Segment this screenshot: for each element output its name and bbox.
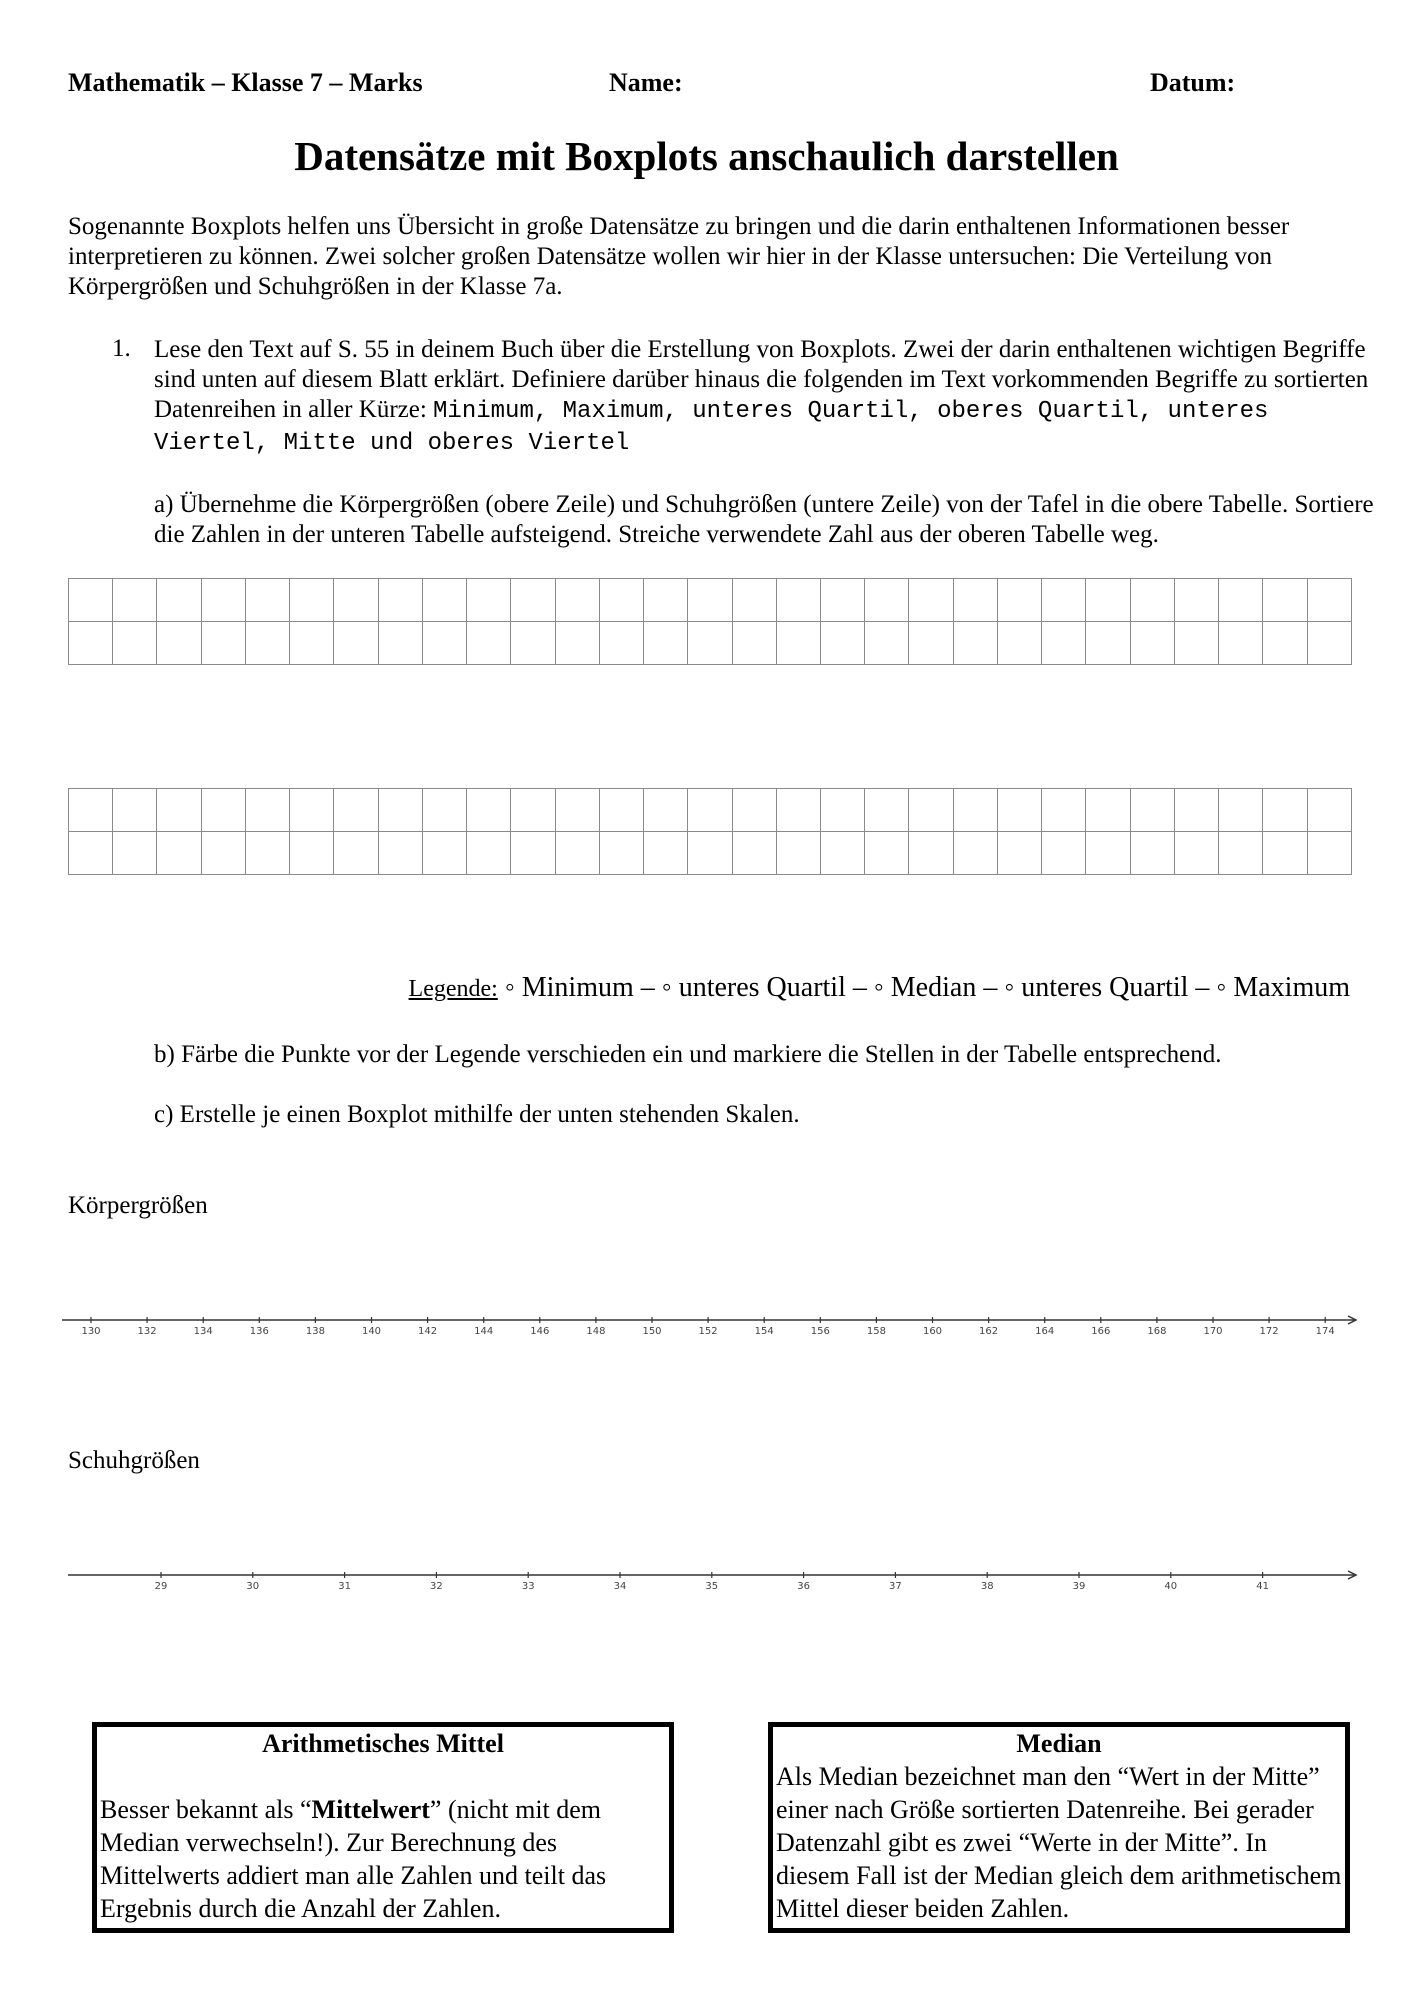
height-axis-tick-label: 138	[305, 1326, 325, 1337]
height-axis-tick-label: 142	[418, 1326, 438, 1337]
height-axis-tick-label: 130	[81, 1326, 101, 1337]
table-row	[69, 832, 1352, 875]
table-cell[interactable]	[378, 789, 422, 832]
table-cell[interactable]	[953, 622, 997, 665]
task-1-terms: Minimum, Maximum, unteres Quartil, oberes Quartil, unteres Viertel, Mitte und oberes Viertel	[154, 398, 1269, 457]
table-cell[interactable]	[644, 622, 688, 665]
table-cell[interactable]	[201, 789, 245, 832]
table-cell[interactable]	[688, 789, 732, 832]
shoe-axis-tick-label: 33	[521, 1581, 535, 1592]
height-axis-tick-label: 160	[922, 1326, 943, 1337]
median-text: Als Median bezeichnet man den “Wert in der Mitte” einer nach Größe sortierten Datenreihe. Bei gerader Datenzahl gibt es zwei “Werte in der Mitte”. In diesem Fall ist der Median gleich dem arithmetischem Mittel dieser beiden Zahlen.	[776, 1762, 1342, 1923]
intro-paragraph: Sogenannte Boxplots helfen uns Übersicht in große Datensätze zu bringen und die darin enthaltenen Informationen besser interpretieren zu können. Zwei solcher großen Datensätze wollen wir hier in der Klasse untersuchen: Die Verteilung von Körpergrößen und Schuhgrößen in der Klasse 7a.	[68, 213, 1290, 300]
shoe-axis-tick-label: 34	[613, 1581, 627, 1592]
table-cell[interactable]	[422, 789, 466, 832]
table-cell[interactable]	[1263, 789, 1307, 832]
height-axis-tick-label: 166	[1091, 1326, 1111, 1337]
task-1b-text: b) Färbe die Punkte vor der Legende verschieden ein und markiere die Stellen in der Tabelle entsprechend.	[154, 1041, 1222, 1068]
table-cell[interactable]	[688, 579, 732, 622]
table-cell[interactable]	[1307, 832, 1351, 875]
legend-items: ◦ Minimum – ◦ unteres Quartil – ◦ Median – ◦ unteres Quartil – ◦ Maximum	[504, 972, 1350, 1003]
table-cell[interactable]	[820, 579, 864, 622]
height-axis-tick-label: 150	[642, 1326, 662, 1337]
table-cell[interactable]	[245, 622, 289, 665]
table-cell[interactable]	[820, 789, 864, 832]
table-cell[interactable]	[1174, 579, 1218, 622]
table-cell[interactable]	[334, 579, 378, 622]
table-cell[interactable]	[953, 789, 997, 832]
table-cell[interactable]	[290, 832, 334, 875]
shoe-axis	[0, 1555, 1413, 1605]
table-cell[interactable]	[776, 789, 820, 832]
height-axis-tick-label: 134	[193, 1326, 213, 1337]
table-cell[interactable]	[732, 579, 776, 622]
shoe-axis-tick-label: 29	[154, 1581, 168, 1592]
table-cell[interactable]	[1086, 789, 1130, 832]
table-cell[interactable]	[732, 622, 776, 665]
table-cell[interactable]	[467, 622, 511, 665]
table-cell[interactable]	[909, 622, 953, 665]
table-cell[interactable]	[467, 579, 511, 622]
table-cell[interactable]	[1130, 789, 1174, 832]
height-axis-tick-label: 168	[1147, 1326, 1167, 1337]
table-cell[interactable]	[1174, 832, 1218, 875]
table-cell[interactable]	[201, 622, 245, 665]
table-cell[interactable]	[1174, 622, 1218, 665]
height-axis-tick-label: 162	[979, 1326, 999, 1337]
table-cell[interactable]	[688, 832, 732, 875]
task-1-text	[154, 335, 1384, 459]
height-axis-tick-label: 140	[361, 1326, 382, 1337]
table-cell[interactable]	[997, 789, 1041, 832]
table-cell[interactable]	[245, 579, 289, 622]
table-cell[interactable]	[511, 832, 555, 875]
name-label: Name:	[609, 68, 683, 97]
table-cell[interactable]	[953, 832, 997, 875]
table-cell[interactable]	[599, 622, 643, 665]
table-cell[interactable]	[290, 622, 334, 665]
table-cell[interactable]	[1130, 622, 1174, 665]
table-cell[interactable]	[776, 579, 820, 622]
table-cell[interactable]	[157, 832, 201, 875]
subject-header: Mathematik – Klasse 7 – Marks	[68, 68, 423, 97]
shoe-axis-tick-label: 39	[1072, 1581, 1086, 1592]
date-label: Datum:	[1150, 68, 1236, 97]
table-row	[69, 622, 1352, 665]
table-cell[interactable]	[953, 579, 997, 622]
shoe-axis-tick-label: 30	[246, 1581, 260, 1592]
table-cell[interactable]	[997, 832, 1041, 875]
table-cell[interactable]	[1307, 622, 1351, 665]
table-cell[interactable]	[422, 622, 466, 665]
shoe-axis-tick-label: 36	[797, 1581, 810, 1592]
table-cell[interactable]	[909, 789, 953, 832]
table-cell[interactable]	[113, 622, 157, 665]
median-definition-box	[768, 1722, 1350, 1933]
table-cell[interactable]	[555, 579, 599, 622]
table-cell[interactable]	[865, 579, 909, 622]
sorted-table	[68, 788, 1352, 875]
table-cell[interactable]	[865, 622, 909, 665]
height-axis-tick-label: 170	[1203, 1326, 1223, 1337]
table-cell[interactable]	[644, 832, 688, 875]
table-cell[interactable]	[599, 832, 643, 875]
table-cell[interactable]	[1130, 832, 1174, 875]
table-cell[interactable]	[511, 789, 555, 832]
table-cell[interactable]	[69, 832, 113, 875]
height-axis	[0, 1300, 1413, 1350]
table-cell[interactable]	[997, 622, 1041, 665]
table-cell[interactable]	[732, 789, 776, 832]
table-cell[interactable]	[909, 832, 953, 875]
height-axis-tick-label: 132	[137, 1326, 157, 1337]
input-table	[68, 578, 1352, 665]
task-1c-text: c) Erstelle je einen Boxplot mithilfe der unten stehenden Skalen.	[154, 1101, 800, 1128]
table-cell[interactable]	[113, 832, 157, 875]
table-cell[interactable]	[1263, 622, 1307, 665]
table-cell[interactable]	[113, 789, 157, 832]
table-cell[interactable]	[820, 622, 864, 665]
task-1-instruction: Lese den Text auf S. 55 in deinem Buch über die Erstellung von Boxplots. Zwei der darin enthaltenen wichtigen Begriffe sind unten auf diesem Blatt erklärt. Definiere darüber hinaus die folgenden im Text vorkommenden Begriffe zu sortierten Datenreihen in aller Kürze:	[154, 336, 1369, 423]
shoe-axis-label: Schuhgrößen	[68, 1447, 200, 1474]
table-cell[interactable]	[644, 579, 688, 622]
table-cell[interactable]	[69, 622, 113, 665]
shoe-axis-tick-label: 32	[430, 1581, 443, 1592]
legend-label: Legende:	[408, 976, 498, 1002]
height-axis-tick-label: 174	[1315, 1326, 1335, 1337]
table-row	[69, 579, 1352, 622]
table-cell[interactable]	[1219, 832, 1263, 875]
table-cell[interactable]	[157, 789, 201, 832]
table-cell[interactable]	[157, 622, 201, 665]
shoe-axis-tick-label: 40	[1164, 1581, 1178, 1592]
height-axis-label: Körpergrößen	[68, 1192, 208, 1219]
table-cell[interactable]	[997, 579, 1041, 622]
height-axis-tick-label: 156	[810, 1326, 830, 1337]
table-cell[interactable]	[1086, 832, 1130, 875]
page-title: Datensätze mit Boxplots anschaulich darstellen	[294, 133, 1119, 179]
height-axis-tick-label: 146	[530, 1326, 550, 1337]
height-axis-tick-label: 136	[249, 1326, 269, 1337]
table-cell[interactable]	[732, 832, 776, 875]
table-cell[interactable]	[1219, 789, 1263, 832]
shoe-axis-tick-label: 41	[1256, 1581, 1269, 1592]
table-cell[interactable]	[467, 789, 511, 832]
height-axis-tick-label: 152	[698, 1326, 718, 1337]
mean-title: Arithmetisches Mittel	[262, 1729, 504, 1758]
table-cell[interactable]	[1219, 579, 1263, 622]
table-cell[interactable]	[555, 789, 599, 832]
table-cell[interactable]	[1042, 832, 1086, 875]
table-cell[interactable]	[378, 622, 422, 665]
table-cell[interactable]	[201, 579, 245, 622]
height-axis-tick-label: 158	[866, 1326, 886, 1337]
table-cell[interactable]	[555, 622, 599, 665]
table-cell[interactable]	[334, 622, 378, 665]
table-cell[interactable]	[1219, 622, 1263, 665]
table-cell[interactable]	[1042, 789, 1086, 832]
table-cell[interactable]	[69, 789, 113, 832]
table-cell[interactable]	[422, 832, 466, 875]
height-axis-tick-label: 172	[1259, 1326, 1279, 1337]
table-cell[interactable]	[1174, 789, 1218, 832]
height-axis-tick-label: 148	[586, 1326, 606, 1337]
table-cell[interactable]	[599, 579, 643, 622]
table-row	[69, 789, 1352, 832]
table-cell[interactable]	[422, 579, 466, 622]
height-axis-tick-label: 154	[754, 1326, 774, 1337]
table-cell[interactable]	[1263, 579, 1307, 622]
table-cell[interactable]	[865, 832, 909, 875]
table-cell[interactable]	[776, 622, 820, 665]
table-cell[interactable]	[511, 622, 555, 665]
table-cell[interactable]	[113, 579, 157, 622]
table-cell[interactable]	[555, 832, 599, 875]
table-cell[interactable]	[201, 832, 245, 875]
table-cell[interactable]	[1042, 622, 1086, 665]
table-cell[interactable]	[511, 579, 555, 622]
table-cell[interactable]	[245, 789, 289, 832]
table-cell[interactable]	[290, 789, 334, 832]
table-cell[interactable]	[1307, 579, 1351, 622]
task-1a-text: a) Übernehme die Körpergrößen (obere Zeile) und Schuhgrößen (untere Zeile) von der Tafel in die obere Tabelle. Sortiere die Zahlen in der unteren Tabelle aufsteigend. Streiche verwendete Zahl aus der oberen Tabelle weg.	[154, 491, 1374, 548]
table-cell[interactable]	[334, 832, 378, 875]
table-cell[interactable]	[820, 832, 864, 875]
table-cell[interactable]	[1086, 622, 1130, 665]
table-cell[interactable]	[245, 832, 289, 875]
table-cell[interactable]	[157, 579, 201, 622]
task-number: 1.	[112, 335, 131, 362]
table-cell[interactable]	[1263, 832, 1307, 875]
shoe-axis-tick-label: 37	[889, 1581, 902, 1592]
table-cell[interactable]	[334, 789, 378, 832]
table-cell[interactable]	[865, 789, 909, 832]
table-cell[interactable]	[1042, 579, 1086, 622]
table-cell[interactable]	[1307, 789, 1351, 832]
height-axis-tick-label: 164	[1035, 1326, 1055, 1337]
table-cell[interactable]	[1130, 579, 1174, 622]
table-cell[interactable]	[69, 579, 113, 622]
table-cell[interactable]	[644, 789, 688, 832]
table-cell[interactable]	[776, 832, 820, 875]
shoe-axis-tick-label: 35	[705, 1581, 719, 1592]
table-cell[interactable]	[467, 832, 511, 875]
table-cell[interactable]	[378, 832, 422, 875]
table-cell[interactable]	[599, 789, 643, 832]
median-title: Median	[1016, 1729, 1102, 1758]
table-cell[interactable]	[1086, 579, 1130, 622]
legend	[409, 972, 1350, 1004]
table-cell[interactable]	[909, 579, 953, 622]
shoe-axis-tick-label: 38	[980, 1581, 994, 1592]
mean-definition-box	[92, 1722, 674, 1933]
height-axis-tick-label: 144	[474, 1326, 494, 1337]
mean-text: Besser bekannt als “Mittelwert” (nicht mit dem Median verwechseln!). Zur Berechnung des Mittelwerts addiert man alle Zahlen und teilt das Ergebnis durch die Anzahl der Zahlen.	[100, 1795, 607, 1923]
table-cell[interactable]	[688, 622, 732, 665]
shoe-axis-tick-label: 31	[338, 1581, 351, 1592]
table-cell[interactable]	[290, 579, 334, 622]
table-cell[interactable]	[378, 579, 422, 622]
